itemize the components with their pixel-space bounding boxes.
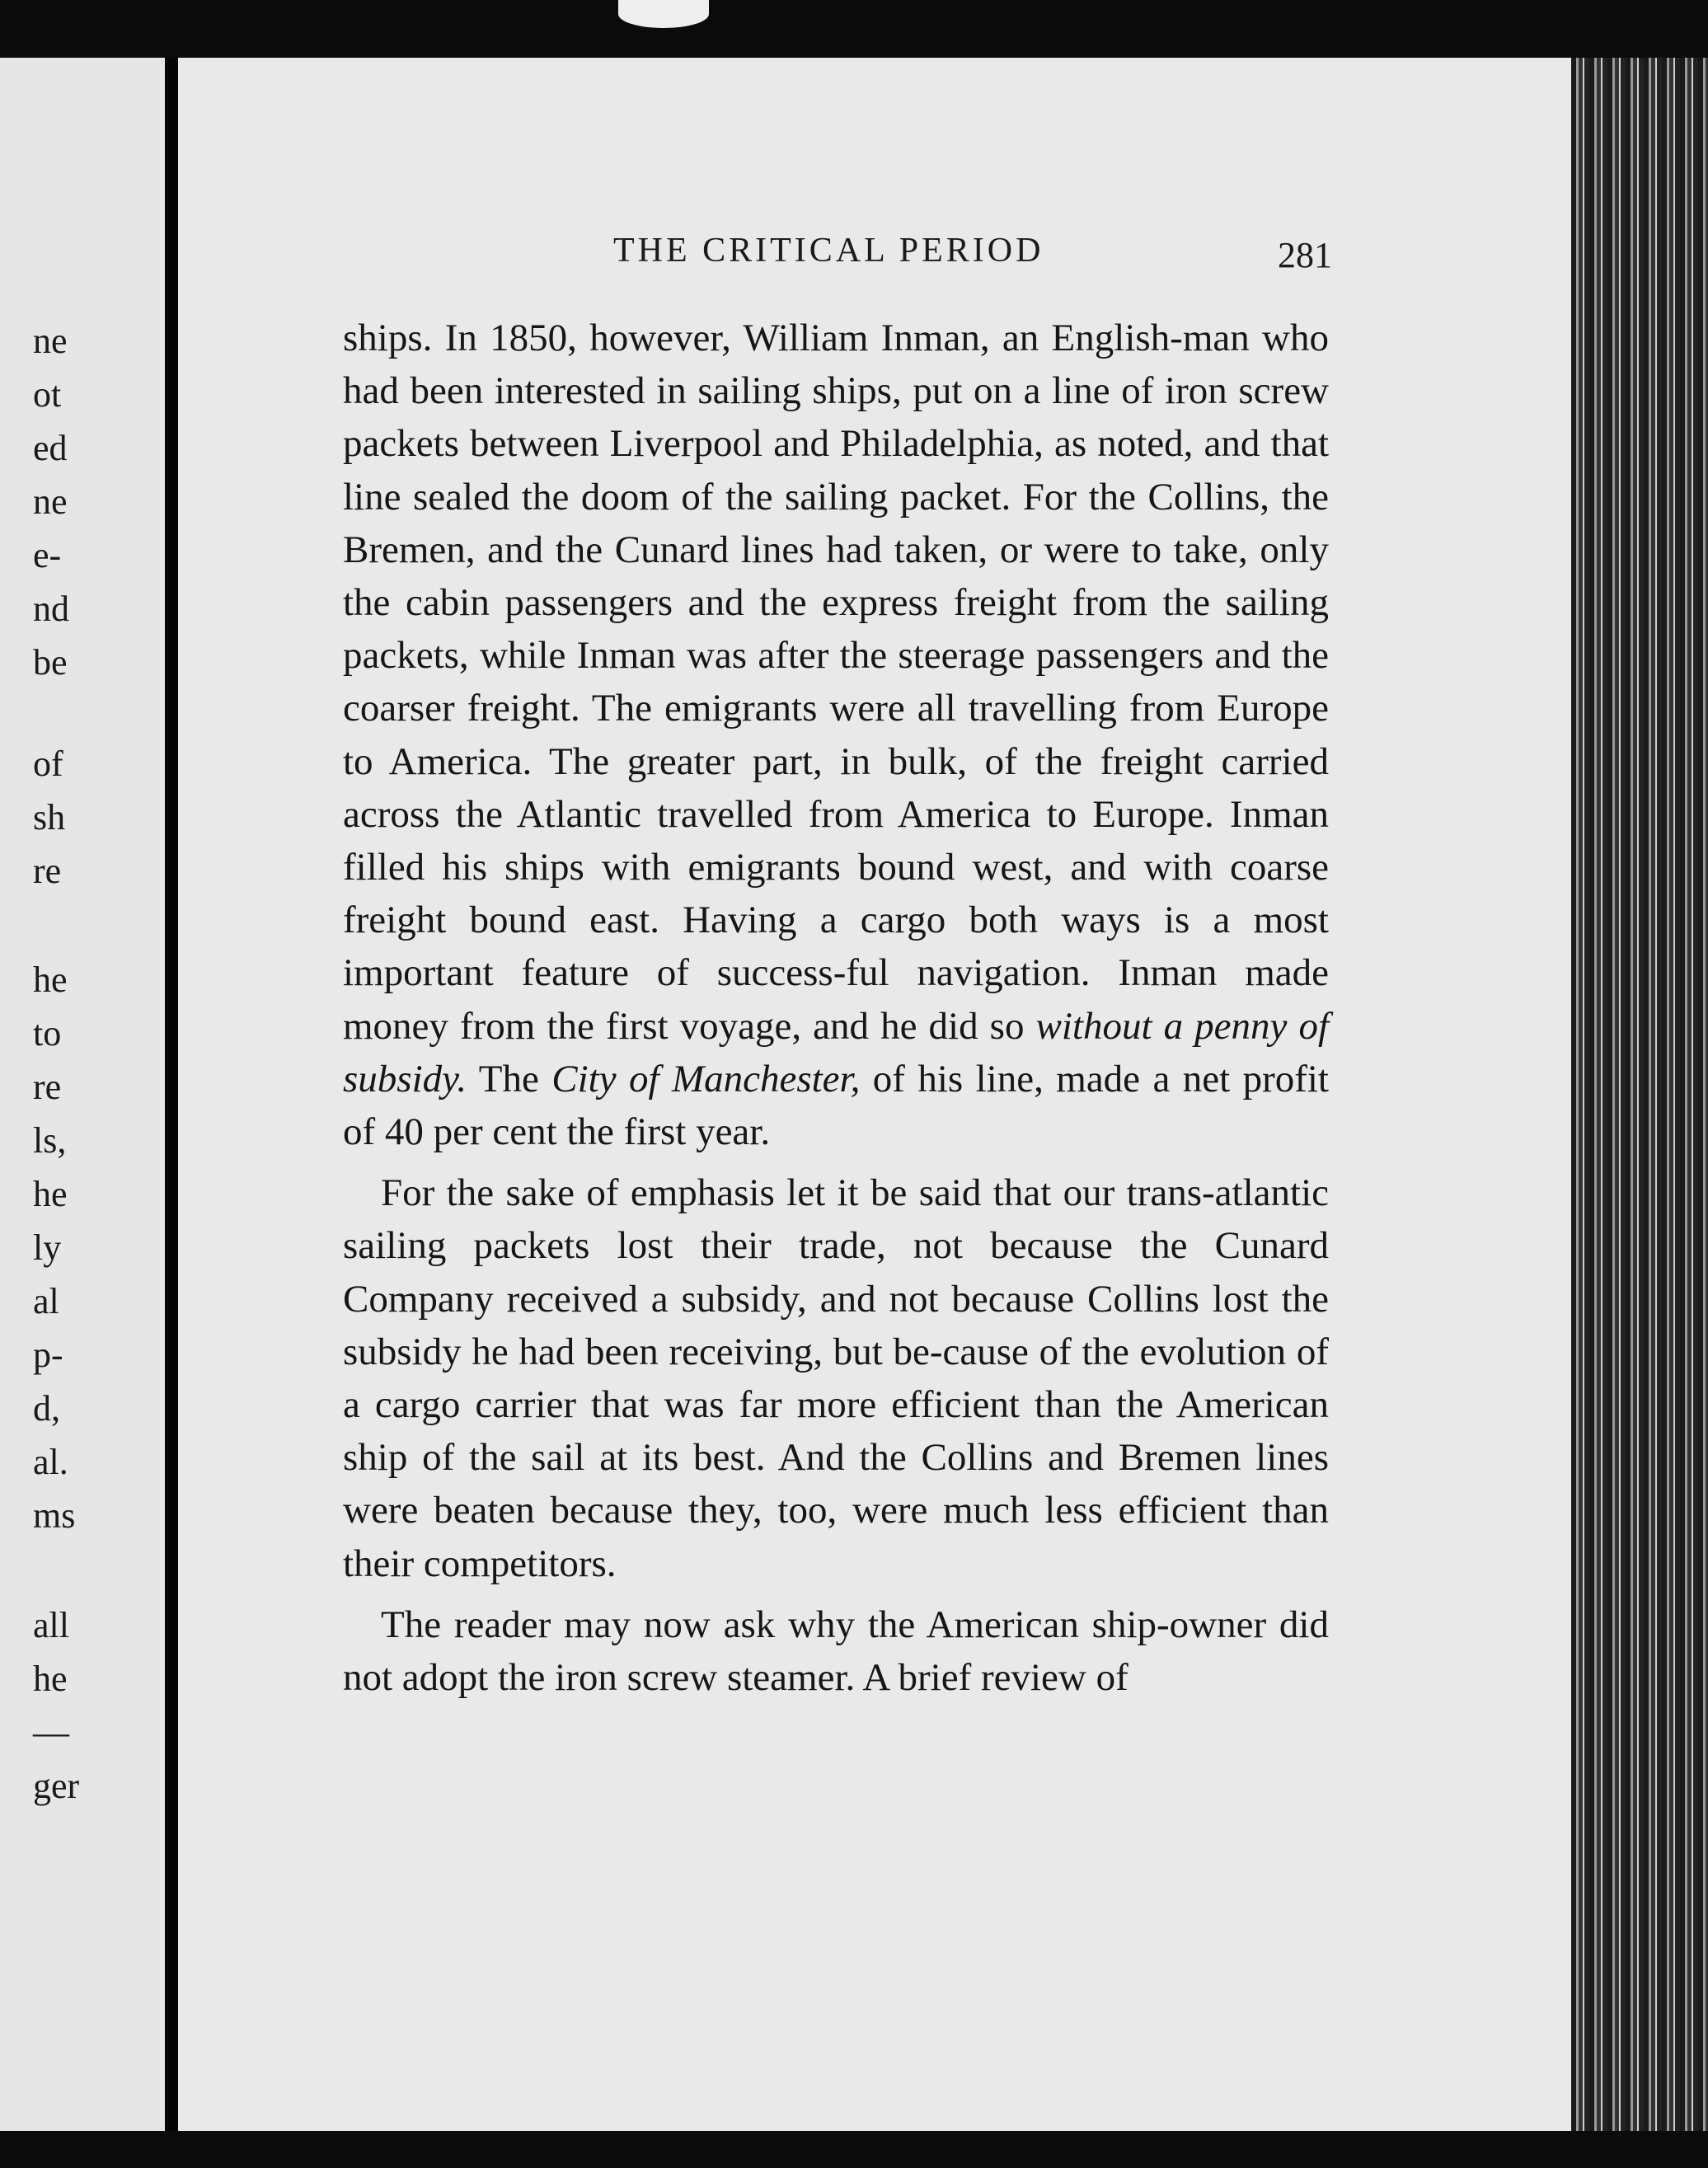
book-gutter bbox=[165, 58, 178, 2131]
fragment: ed bbox=[33, 428, 68, 468]
facing-page-fragments bbox=[0, 58, 165, 2131]
fragment: ne bbox=[33, 321, 68, 361]
fragment: nd bbox=[33, 589, 69, 629]
fragment: al bbox=[33, 1281, 59, 1321]
fragment: — bbox=[33, 1712, 69, 1753]
fragment: re bbox=[33, 1067, 62, 1107]
page-edges bbox=[1571, 58, 1708, 2131]
paragraph-text: ships. In 1850, however, William Inman, an English-man who had been interested in sailing ships, put on a line of iron screw packets between Liverpool and Philadelphia, as noted, and that line sealed the doom of the sailing packet. For the Collins, the Bremen, and the Cunard lines had taken, or were to take, only the cabin passengers and the express freight from the sailing packets, while Inman was after the steerage passengers and the coarser freight. The emigrants were all travelling from Europe to America. The greater part, in bulk, of the freight carried across the Atlantic travelled from America to Europe. Inman filled his ships with emigrants bound west, and with coarse freight bound east. Having a cargo both ways is a most important feature of success-ful navigation. Inman made money from the first voyage, and he did so bbox=[343, 317, 1329, 1048]
fragment: ger bbox=[33, 1766, 80, 1806]
scan-smudge bbox=[618, 0, 709, 28]
italic-phrase: without a penny of subsidy. bbox=[343, 1004, 1330, 1100]
fragment: all bbox=[33, 1605, 69, 1645]
page-number: 281 bbox=[1278, 235, 1332, 275]
paragraph bbox=[343, 312, 1329, 1158]
fragment: to bbox=[33, 1013, 62, 1053]
fragment: re bbox=[33, 851, 62, 891]
paragraph: For the sake of emphasis let it be said that our trans-atlantic sailing packets lost their trade, not because the Cunard Company received a subsidy, and not because Collins lost the subsidy he had been receiving, but be-cause of the evolution of a cargo carrier that was far more efficient than the American ship of the sail at its best. And the Collins and Bremen lines were beaten because they, too, were much less efficient than their competitors. bbox=[343, 1171, 1329, 1585]
fragment: ls, bbox=[33, 1120, 67, 1161]
paragraph-text: of his line, made a net profit of 40 per cent the first year. bbox=[343, 1057, 1329, 1154]
fragment: ot bbox=[33, 374, 62, 415]
fragment: p- bbox=[33, 1335, 63, 1375]
fragment: ly bbox=[33, 1227, 62, 1268]
facing-page-edge bbox=[0, 58, 165, 2131]
fragment: ne bbox=[33, 481, 68, 522]
body-text bbox=[343, 312, 1329, 1704]
fragment: be bbox=[33, 642, 68, 683]
fragment: e- bbox=[33, 535, 62, 575]
fragment: d, bbox=[33, 1388, 60, 1429]
fragment: al. bbox=[33, 1442, 68, 1482]
fragment: he bbox=[33, 960, 68, 1000]
fragment: ms bbox=[33, 1495, 76, 1536]
fragment: sh bbox=[33, 797, 66, 838]
fragment: of bbox=[33, 744, 63, 784]
fragment: he bbox=[33, 1659, 68, 1699]
paragraph-text: The bbox=[467, 1057, 552, 1100]
running-head: THE CRITICAL PERIOD bbox=[613, 232, 1044, 270]
ship-name: City of Manchester, bbox=[551, 1057, 861, 1100]
fragment: he bbox=[33, 1174, 68, 1214]
paragraph: The reader may now ask why the American ship-owner did not adopt the iron screw steamer. A brief review of bbox=[343, 1603, 1329, 1700]
